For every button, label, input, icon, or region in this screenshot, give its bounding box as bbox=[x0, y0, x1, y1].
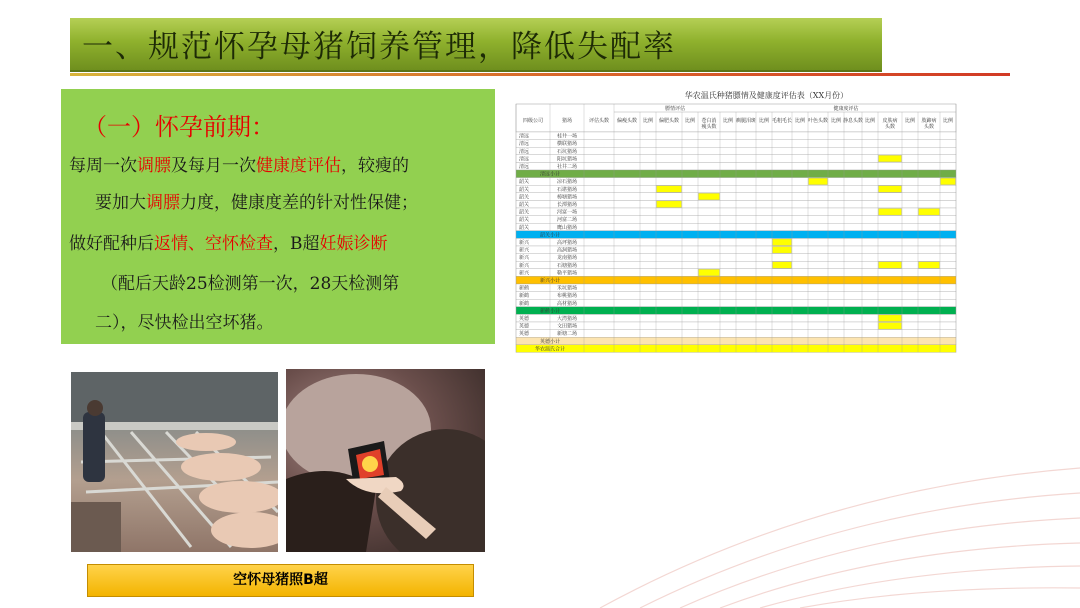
column-header: 比例比例 bbox=[942, 118, 954, 124]
column-header: 猪场猪场 bbox=[561, 118, 573, 124]
cell-farm: 长潭猪场 bbox=[556, 202, 578, 208]
column-header: 苍白消苍白消瘦头数 bbox=[701, 118, 717, 124]
b-ultrasound-photo bbox=[286, 369, 485, 552]
highlight-cell bbox=[879, 315, 902, 322]
cell-company: 韶关 bbox=[519, 224, 530, 231]
paragraph-line bbox=[101, 269, 399, 294]
column-header-cont: 头数 bbox=[884, 124, 896, 130]
group-header: 膘情评估 bbox=[664, 106, 686, 112]
text-panel bbox=[61, 89, 495, 344]
cell-company: 英德 bbox=[519, 316, 530, 322]
cell-farm: 高洞猪场 bbox=[556, 247, 578, 254]
cell-company: 韶关 bbox=[519, 179, 530, 186]
decorative-waves bbox=[520, 428, 1080, 608]
spreadsheet-grid bbox=[514, 86, 1019, 369]
cell-farm: 横联猪场 bbox=[556, 141, 578, 148]
highlight-cell bbox=[773, 247, 792, 254]
cell-farm: 河富一场 bbox=[556, 209, 578, 216]
cell-company: 韶关 bbox=[519, 186, 530, 193]
highlight-cell bbox=[941, 178, 956, 185]
highlighted-text: 返情、空怀检查 bbox=[154, 234, 273, 254]
paragraph-text: （配后天龄25检测第一次，28天检测第 bbox=[101, 274, 400, 294]
cell-farm: 石堪猪场 bbox=[556, 186, 578, 193]
cell-company: 新鹤 bbox=[519, 293, 530, 300]
cell-company: 韶关 bbox=[519, 202, 530, 208]
highlight-cell bbox=[879, 186, 902, 193]
cell-farm: 禾坑猪场 bbox=[556, 285, 578, 292]
group-header: 健康度评估 bbox=[833, 106, 859, 112]
column-header: 比例比例 bbox=[684, 118, 696, 124]
cell-farm: 龙南猪场 bbox=[556, 255, 578, 262]
highlight-cell bbox=[657, 186, 682, 193]
column-header: 比例比例 bbox=[830, 118, 842, 124]
highlight-cell bbox=[919, 262, 940, 269]
column-header: 比例比例 bbox=[864, 118, 876, 124]
highlight-cell bbox=[657, 201, 682, 208]
cell-farm: 布桃猪场 bbox=[556, 293, 578, 300]
highlight-cell bbox=[919, 209, 940, 216]
highlight-cell bbox=[699, 193, 720, 200]
cell-subtotal: 新兴小计 bbox=[539, 278, 561, 284]
cell-company: 新兴 bbox=[519, 247, 530, 254]
cell-subtotal: 韶关小计 bbox=[539, 232, 561, 239]
paragraph-text: 力度，健康度差的针对性保健； bbox=[180, 193, 418, 213]
cell-company: 新兴 bbox=[519, 255, 530, 262]
cell-farm: 大湾猪场 bbox=[556, 316, 578, 322]
cell-company: 韶关 bbox=[519, 194, 530, 201]
cell-subtotal: 华农温氏合计 bbox=[534, 346, 566, 353]
cell-farm: 樟塘猪场 bbox=[556, 194, 578, 201]
title-underline bbox=[70, 73, 1010, 76]
page-title: 一、规范怀孕母猪饲养管理，降低失配率 bbox=[82, 29, 676, 65]
cell-farm: 文田猪场 bbox=[556, 323, 578, 330]
highlight-cell bbox=[773, 239, 792, 246]
highlighted-text: 调膘 bbox=[137, 156, 171, 176]
cell-farm: 勒平猪场 bbox=[556, 270, 578, 277]
highlight-cell bbox=[879, 155, 902, 162]
column-header: 肢蹄病肢蹄病头数 bbox=[921, 118, 937, 124]
paragraph-text: 做好配种后 bbox=[69, 234, 154, 254]
column-header: 偏肥头数偏肥头数 bbox=[658, 118, 680, 124]
cell-farm: 桂井一场 bbox=[556, 133, 578, 140]
column-header: 偏瘦头数偏瘦头数 bbox=[616, 118, 638, 124]
highlight-cell bbox=[879, 262, 902, 269]
column-header: 四级公司四级公司 bbox=[522, 118, 544, 124]
paragraph-line bbox=[95, 308, 274, 333]
column-header: 皮肤病皮肤病头数 bbox=[882, 118, 898, 124]
paragraph-text: 二），尽快检出空坏猪。 bbox=[95, 313, 274, 333]
column-header: 瘸腿泪斑瘸腿泪斑 bbox=[735, 118, 757, 124]
cell-farm: 石坑猪场 bbox=[556, 148, 578, 155]
cell-company: 新鹤 bbox=[519, 285, 530, 292]
cell-farm: 高坪猪场 bbox=[556, 240, 578, 246]
paragraph-text: 要加大 bbox=[95, 193, 146, 213]
paragraph-line bbox=[69, 151, 409, 176]
column-header-cont: 头数 bbox=[923, 124, 935, 130]
cell-farm: 社井二场 bbox=[556, 164, 578, 170]
cell-company: 英德 bbox=[519, 323, 530, 330]
photo-caption-button[interactable]: 空怀母猪照B超 bbox=[87, 564, 474, 597]
column-header: 比例比例 bbox=[642, 118, 654, 124]
cell-farm: 凉石猪场 bbox=[556, 179, 578, 186]
highlighted-text: 妊娠诊断 bbox=[319, 234, 388, 254]
paragraph-text: 及每月一次 bbox=[171, 156, 256, 176]
cell-company: 英德 bbox=[519, 331, 530, 338]
cell-farm: 石塘猪场 bbox=[556, 262, 578, 269]
spreadsheet-title: 华农温氏种猪膘情及健康度评估表（XX月份） bbox=[684, 91, 849, 100]
highlight-cell bbox=[773, 262, 792, 269]
highlighted-text: 调膘 bbox=[146, 193, 180, 213]
paragraph-text: ，B超 bbox=[273, 234, 320, 254]
paragraph-line bbox=[69, 229, 388, 254]
cell-company: 新兴 bbox=[519, 270, 530, 277]
cell-company: 清远 bbox=[519, 133, 530, 140]
ultrasound-image bbox=[286, 369, 485, 552]
column-header: 叶色头数叶色头数 bbox=[807, 118, 829, 124]
cell-subtotal: 新鹤小计 bbox=[539, 308, 561, 315]
cell-farm: 鹰山猪场 bbox=[556, 224, 578, 231]
column-header-cont: 瘦头数 bbox=[701, 124, 717, 130]
section-heading: （一）怀孕前期： bbox=[83, 113, 275, 141]
column-header: 比例比例 bbox=[722, 118, 734, 124]
cell-subtotal: 英德小计 bbox=[539, 338, 561, 345]
title-bar bbox=[70, 18, 882, 72]
column-header: 比例比例 bbox=[758, 118, 770, 124]
paragraph-text: ，较瘦的 bbox=[341, 156, 409, 176]
cell-farm: 高材猪场 bbox=[556, 300, 578, 307]
paragraph-text: 每周一次 bbox=[69, 156, 137, 176]
cell-farm: 新塘二场 bbox=[556, 331, 578, 338]
cell-farm: 河富二场 bbox=[556, 217, 578, 224]
evaluation-spreadsheet bbox=[514, 86, 1019, 369]
cell-company: 清远 bbox=[519, 148, 530, 155]
cell-company: 韶关 bbox=[519, 209, 530, 216]
cell-company: 清远 bbox=[519, 156, 530, 163]
cell-subtotal: 清远小计 bbox=[539, 171, 561, 178]
paragraph-line bbox=[95, 188, 418, 213]
highlight-cell bbox=[879, 323, 902, 330]
column-header: 比例比例 bbox=[904, 118, 916, 124]
pig-pens-photo bbox=[71, 372, 278, 552]
column-header: 比例比例 bbox=[794, 118, 806, 124]
cell-company: 新鹤 bbox=[519, 300, 530, 307]
cell-company: 新兴 bbox=[519, 262, 530, 269]
column-header: 毛粗毛长毛粗毛长 bbox=[771, 118, 793, 124]
highlight-cell bbox=[809, 178, 828, 185]
cell-company: 新兴 bbox=[519, 240, 530, 246]
highlight-cell bbox=[879, 209, 902, 216]
column-header: 评估头数评估头数 bbox=[588, 118, 610, 124]
cell-farm: 阳坑猪场 bbox=[556, 156, 578, 163]
pig-pens-image bbox=[71, 372, 278, 552]
column-header: 静息头数静息头数 bbox=[842, 118, 864, 124]
cell-company: 韶关 bbox=[519, 217, 530, 224]
cell-company: 清远 bbox=[519, 141, 530, 148]
cell-company: 清远 bbox=[519, 164, 530, 170]
highlight-cell bbox=[699, 269, 720, 276]
highlighted-text: 健康度评估 bbox=[256, 156, 341, 176]
